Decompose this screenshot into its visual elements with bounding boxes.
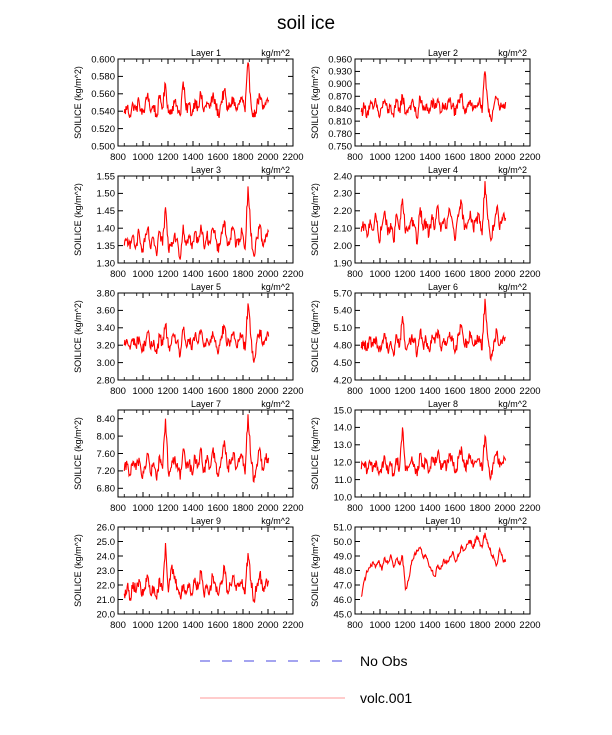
y-tick-label: 2.30 — [333, 188, 352, 200]
x-tick-label: 1800 — [232, 152, 254, 163]
y-axis-label: SOILICE (kg/m^2) — [73, 534, 83, 607]
panel-units: kg/m^2 — [498, 48, 527, 58]
panel-title: Layer 7 — [190, 399, 222, 409]
x-tick-label: 2000 — [494, 386, 516, 397]
x-tick-label: 1000 — [132, 503, 154, 514]
plot-frame — [118, 176, 293, 263]
x-tick-label: 1000 — [132, 386, 154, 397]
y-tick-label: 13.0 — [333, 440, 352, 452]
y-tick-label: 15.0 — [333, 405, 352, 417]
y-tick-label: 5.10 — [333, 323, 352, 335]
x-tick-label: 1000 — [132, 620, 154, 631]
chart-panel-layer-7 — [73, 399, 304, 514]
y-axis-label: SOILICE (kg/m^2) — [73, 417, 83, 490]
y-tick-label: 50.0 — [333, 536, 352, 548]
y-tick-label: 0.870 — [328, 91, 352, 103]
x-tick-label: 1800 — [232, 269, 254, 280]
y-tick-label: 6.80 — [96, 483, 115, 495]
x-tick-label: 1200 — [157, 620, 179, 631]
y-tick-label: 7.20 — [96, 466, 115, 478]
series-line-volc.001 — [124, 186, 268, 259]
x-tick-label: 2200 — [282, 620, 304, 631]
y-tick-label: 3.60 — [96, 305, 115, 317]
x-tick-label: 1200 — [394, 152, 416, 163]
y-tick-label: 3.80 — [96, 288, 115, 300]
x-tick-label: 1000 — [132, 152, 154, 163]
x-tick-label: 1000 — [369, 620, 391, 631]
x-tick-label: 1400 — [182, 152, 204, 163]
legend-label-1: No Obs — [360, 653, 408, 669]
panel-units: kg/m^2 — [498, 399, 527, 409]
panel-units: kg/m^2 — [261, 48, 290, 58]
x-tick-label: 1600 — [444, 152, 466, 163]
x-tick-label: 1800 — [232, 620, 254, 631]
x-tick-label: 1200 — [394, 620, 416, 631]
y-tick-label: 0.810 — [328, 116, 352, 128]
y-tick-label: 1.45 — [96, 206, 115, 218]
x-tick-label: 1200 — [157, 386, 179, 397]
x-tick-label: 2000 — [494, 620, 516, 631]
x-tick-label: 1200 — [157, 503, 179, 514]
x-tick-label: 1200 — [394, 503, 416, 514]
x-tick-label: 2200 — [519, 620, 541, 631]
y-tick-label: 0.520 — [91, 123, 115, 135]
x-tick-label: 1600 — [207, 269, 229, 280]
series-line-volc.001 — [124, 303, 268, 362]
series-line-volc.001 — [361, 71, 505, 121]
y-tick-label: 21.0 — [96, 594, 115, 606]
x-tick-label: 2000 — [257, 503, 279, 514]
y-tick-label: 11.0 — [334, 474, 352, 486]
y-tick-label: 0.540 — [91, 106, 115, 118]
x-tick-label: 1600 — [444, 269, 466, 280]
x-tick-label: 800 — [110, 386, 126, 397]
x-tick-label: 2000 — [257, 386, 279, 397]
x-tick-label: 2200 — [519, 386, 541, 397]
y-tick-label: 3.00 — [96, 357, 115, 369]
x-tick-label: 1400 — [182, 386, 204, 397]
y-axis-label: SOILICE (kg/m^2) — [310, 300, 320, 373]
x-tick-label: 1600 — [444, 503, 466, 514]
y-tick-label: 1.40 — [96, 223, 115, 235]
panel-grid — [73, 48, 541, 631]
x-tick-label: 2200 — [519, 152, 541, 163]
y-tick-label: 1.50 — [96, 188, 115, 200]
panel-units: kg/m^2 — [498, 516, 527, 526]
x-tick-label: 800 — [110, 152, 126, 163]
y-tick-label: 48.0 — [333, 565, 352, 577]
y-axis-label: SOILICE (kg/m^2) — [310, 534, 320, 607]
x-tick-label: 1000 — [132, 269, 154, 280]
x-tick-label: 2200 — [519, 269, 541, 280]
panel-title: Layer 1 — [190, 48, 222, 58]
y-tick-label: 23.0 — [96, 565, 115, 577]
panel-units: kg/m^2 — [261, 399, 290, 409]
y-tick-label: 0.960 — [328, 54, 352, 66]
y-axis-label: SOILICE (kg/m^2) — [310, 183, 320, 256]
x-tick-label: 1400 — [419, 152, 441, 163]
x-tick-label: 2200 — [282, 152, 304, 163]
y-axis-label: SOILICE (kg/m^2) — [73, 300, 83, 373]
plot-frame — [118, 59, 293, 146]
x-tick-label: 800 — [110, 269, 126, 280]
chart-panel-layer-9 — [73, 516, 304, 631]
y-tick-label: 0.560 — [91, 89, 115, 101]
y-tick-label: 14.0 — [333, 422, 352, 434]
series-line-volc.001 — [361, 427, 505, 479]
y-tick-label: 1.30 — [96, 258, 115, 270]
y-tick-label: 2.10 — [333, 223, 352, 235]
chart-panel-layer-1 — [73, 48, 304, 163]
series-line-volc.001 — [124, 414, 268, 482]
x-tick-label: 1600 — [207, 386, 229, 397]
panel-title: Layer 6 — [427, 282, 459, 292]
plot-frame — [355, 527, 530, 614]
x-tick-label: 1600 — [207, 620, 229, 631]
y-tick-label: 12.0 — [333, 457, 352, 469]
panel-title: Layer 4 — [427, 165, 459, 175]
x-tick-label: 1800 — [232, 503, 254, 514]
y-axis-label: SOILICE (kg/m^2) — [73, 183, 83, 256]
x-tick-label: 1400 — [419, 386, 441, 397]
chart-panel-layer-2 — [310, 48, 541, 163]
x-tick-label: 1800 — [469, 503, 491, 514]
y-tick-label: 46.0 — [333, 594, 352, 606]
x-tick-label: 2000 — [257, 269, 279, 280]
y-tick-label: 4.80 — [333, 340, 352, 352]
panel-title: Layer 10 — [425, 516, 461, 526]
chart-panel-layer-8 — [310, 399, 541, 514]
y-tick-label: 0.500 — [91, 141, 115, 153]
panel-units: kg/m^2 — [261, 516, 290, 526]
chart-panel-layer-4 — [310, 165, 541, 280]
panel-title: Layer 8 — [427, 399, 459, 409]
series-line-volc.001 — [124, 63, 268, 118]
y-tick-label: 2.20 — [333, 206, 352, 218]
y-tick-label: 3.20 — [96, 340, 115, 352]
x-tick-label: 2000 — [257, 620, 279, 631]
series-line-volc.001 — [361, 533, 505, 597]
y-tick-label: 0.580 — [91, 71, 115, 83]
y-tick-label: 2.40 — [333, 171, 352, 183]
y-tick-label: 24.0 — [96, 551, 115, 563]
y-tick-label: 5.70 — [333, 288, 352, 300]
x-tick-label: 800 — [347, 503, 363, 514]
y-tick-label: 0.840 — [328, 104, 352, 116]
y-tick-label: 0.780 — [328, 128, 352, 140]
y-tick-label: 1.90 — [333, 258, 352, 270]
y-tick-label: 8.40 — [96, 414, 115, 425]
x-tick-label: 1600 — [444, 620, 466, 631]
legend — [200, 653, 412, 706]
x-tick-label: 1400 — [182, 503, 204, 514]
y-tick-label: 5.40 — [333, 305, 352, 317]
legend-label-2: volc.001 — [360, 690, 413, 706]
x-tick-label: 1200 — [394, 386, 416, 397]
panel-title: Layer 5 — [190, 282, 222, 292]
x-tick-label: 2200 — [519, 503, 541, 514]
figure-title: soil ice — [276, 13, 336, 34]
panel-units: kg/m^2 — [261, 165, 290, 175]
x-tick-label: 1800 — [469, 620, 491, 631]
plot-frame — [355, 410, 530, 497]
plot-frame — [118, 527, 293, 614]
y-tick-label: 26.0 — [96, 522, 115, 534]
series-line-volc.001 — [361, 299, 505, 360]
plot-frame — [355, 176, 530, 263]
panel-units: kg/m^2 — [498, 282, 527, 292]
x-tick-label: 1400 — [182, 269, 204, 280]
x-tick-label: 1800 — [469, 386, 491, 397]
y-tick-label: 45.0 — [333, 609, 352, 621]
x-tick-label: 1800 — [469, 152, 491, 163]
y-tick-label: 22.0 — [96, 580, 115, 592]
chart-panel-layer-3 — [73, 165, 304, 280]
chart-panel-layer-6 — [310, 282, 541, 397]
x-tick-label: 2200 — [282, 269, 304, 280]
y-tick-label: 7.60 — [96, 448, 115, 460]
y-axis-label: SOILICE (kg/m^2) — [310, 66, 320, 139]
x-tick-label: 1400 — [419, 503, 441, 514]
x-tick-label: 2000 — [494, 269, 516, 280]
x-tick-label: 800 — [110, 620, 126, 631]
x-tick-label: 1800 — [469, 269, 491, 280]
chart-panel-layer-10 — [310, 516, 541, 631]
panel-title: Layer 2 — [427, 48, 459, 58]
x-tick-label: 1200 — [157, 269, 179, 280]
y-tick-label: 49.0 — [333, 551, 352, 563]
y-tick-label: 2.80 — [96, 375, 115, 387]
x-tick-label: 2000 — [494, 503, 516, 514]
y-tick-label: 1.55 — [96, 171, 115, 183]
x-tick-label: 2200 — [282, 503, 304, 514]
x-tick-label: 1600 — [207, 152, 229, 163]
x-tick-label: 800 — [110, 503, 126, 514]
series-line-volc.001 — [124, 543, 268, 603]
x-tick-label: 1400 — [419, 269, 441, 280]
x-tick-label: 1200 — [394, 269, 416, 280]
y-tick-label: 3.40 — [96, 323, 115, 335]
y-axis-label: SOILICE (kg/m^2) — [310, 417, 320, 490]
x-tick-label: 1000 — [369, 269, 391, 280]
x-tick-label: 2000 — [494, 152, 516, 163]
y-tick-label: 20.0 — [96, 609, 115, 621]
x-tick-label: 1000 — [369, 152, 391, 163]
x-tick-label: 2200 — [282, 386, 304, 397]
y-tick-label: 4.50 — [333, 357, 352, 369]
y-tick-label: 1.35 — [96, 240, 115, 252]
x-tick-label: 1600 — [444, 386, 466, 397]
y-tick-label: 51.0 — [333, 522, 352, 534]
x-tick-label: 1000 — [369, 386, 391, 397]
y-tick-label: 0.600 — [91, 54, 115, 66]
y-tick-label: 25.0 — [96, 536, 115, 548]
x-tick-label: 1200 — [157, 152, 179, 163]
x-tick-label: 800 — [347, 620, 363, 631]
panel-title: Layer 9 — [190, 516, 222, 526]
x-tick-label: 1400 — [419, 620, 441, 631]
y-tick-label: 8.00 — [96, 431, 115, 443]
y-tick-label: 0.930 — [328, 66, 352, 78]
x-tick-label: 1000 — [369, 503, 391, 514]
panel-units: kg/m^2 — [498, 165, 527, 175]
y-tick-label: 10.0 — [333, 492, 352, 504]
y-tick-label: 2.00 — [333, 240, 352, 252]
x-tick-label: 800 — [347, 386, 363, 397]
x-tick-label: 1400 — [182, 620, 204, 631]
series-line-volc.001 — [361, 181, 505, 244]
x-tick-label: 1800 — [232, 386, 254, 397]
panel-units: kg/m^2 — [261, 282, 290, 292]
y-tick-label: 0.900 — [328, 79, 352, 91]
y-tick-label: 4.20 — [333, 375, 352, 387]
x-tick-label: 2000 — [257, 152, 279, 163]
y-tick-label: 47.0 — [333, 580, 352, 592]
y-tick-label: 0.750 — [328, 141, 352, 153]
x-tick-label: 800 — [347, 152, 363, 163]
x-tick-label: 800 — [347, 269, 363, 280]
panel-title: Layer 3 — [190, 165, 222, 175]
y-axis-label: SOILICE (kg/m^2) — [73, 66, 83, 139]
x-tick-label: 1600 — [207, 503, 229, 514]
chart-panel-layer-5 — [73, 282, 304, 397]
